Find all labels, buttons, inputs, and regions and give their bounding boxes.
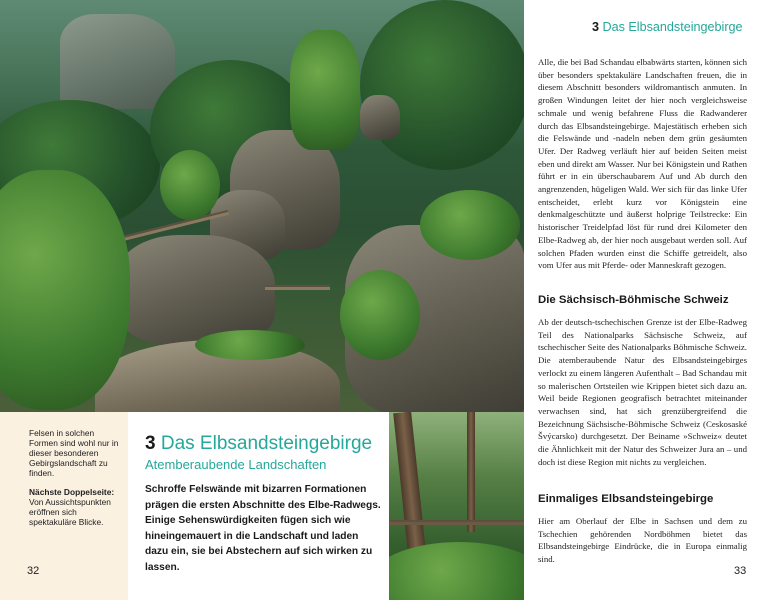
chapter-subtitle: Atemberaubende Landschaften — [145, 457, 327, 472]
foreground-tree — [0, 170, 130, 410]
pine-tree — [160, 150, 220, 220]
chapter-number: 3 — [145, 433, 156, 454]
shrub — [340, 270, 420, 360]
forest-canopy — [360, 0, 524, 170]
page-number-right: 33 — [734, 565, 747, 577]
tree-trunk — [467, 412, 475, 532]
rock-formation — [360, 95, 400, 140]
rock-formation — [115, 235, 275, 345]
chapter-title — [145, 433, 372, 455]
footbridge — [265, 285, 330, 290]
section-heading: Einmaliges Elbsandsteingebirge — [538, 493, 714, 505]
body-paragraph-1: Alle, die bei Bad Schandau elbabwärts starten, können sich über besonders spektakuläre Landschaften freuen, die in diesem Abschnitt besonders wildromantisch anmuten. In großen Windungen leitet der hier noch vergleichsweise schmale und wenig befahrene Fluss die Radwanderer durch das Elbsandsteingebirge. Majestätisch erheben sich die Felswände und -nadeln neben dem grün gesäumten Ufer. Der Radweg verläuft hier auf beiden Seiten meist eben und direkt am Wasser. Nur bei Königstein und Rathen führt er in ein überschaubarem Auf und Ab durch den angrenzenden, hügeligen Wald. Wer sich für das linke Ufer entscheidet, erlebt kurz vor Königstein eine denkmalgeschützte und äußerst holprige Teilstrecke: Ein historischer Treidelpfad löst für rund drei Kilometer den Elbe-Radweg ab, der hier noch ausgebaut werden soll. Auf solchen Pfaden wurden einst die Schiffe getreidelt, also vom Ufer aus mit Pferde- oder Manneskraft gezogen. — [538, 57, 747, 271]
shrub — [195, 330, 305, 360]
header-chapter-title: Das Elbsandsteingebirge — [602, 20, 743, 34]
shrub — [420, 190, 520, 260]
header-chapter-number: 3 — [592, 20, 600, 34]
main-landscape-photo — [0, 0, 524, 412]
body-paragraph-2: Ab der deutsch-tschechischen Grenze ist der Elbe-Radweg Teil des Nationalparks Sächsische Schweiz, auf tschechischer Seite des Nationalparks Böhmische Schweiz. Die atemberaubende Natur des Elbsandsteingebirges verlockt zu einem längeren Aufenthalt – Bad Schandau mit so malerischen Ortsteilen wie Krippen bietet sich dazu an. Weil beide Regionen geografisch betrachtet miteinander verwachsen sind, hat sich grenzübergreifend die Bezeichnung Sächsische-Böhmische Schweiz (Ceskosaské Švýcarsko) durchgesetzt. Der Beiname »Schweiz« deutet die Ähnlichkeit mit der Natur des Schweizer Jura an – und doch ist diese Region mit nichts zu vergleichen. — [538, 317, 747, 467]
chapter-title-text: Das Elbsandsteingebirge — [160, 433, 373, 454]
next-spread-label: Nächste Doppelseite: — [29, 487, 115, 497]
forest-undergrowth — [389, 542, 524, 600]
distant-rock-tower — [60, 14, 175, 109]
tree-trunk — [393, 412, 427, 563]
wooden-railing — [389, 520, 524, 525]
photo-caption: Felsen in solchen Formen sind wohl nur in dieser besonderen Gebirgslandschaft zu finden. — [29, 428, 119, 478]
next-spread-note — [29, 487, 123, 527]
chapter-intro-text: Schroffe Felswände mit bizarren Formationen prägen die ersten Abschnitte des Elbe-Radwegs. Einige Sehenswürdigkeiten fügen sich wie hineingemauert in die Landschaft und laden dazu ein, sie bei Abstechern auf sich wirken zu lassen. — [145, 484, 381, 573]
forest-path-photo — [389, 412, 524, 600]
section-heading: Die Sächsisch-Böhmische Schweiz — [538, 294, 729, 306]
running-header — [592, 20, 743, 34]
page-number-left: 32 — [27, 565, 40, 577]
photo-caption-block — [29, 428, 123, 536]
pine-tree — [290, 30, 360, 150]
body-paragraph-3: Hier am Oberlauf der Elbe in Sachsen und dem zu Tschechien gehörenden Nordböhmen bietet das Elbsandsteingebirge Eindrücke, die in Europa einmalig sind. — [538, 516, 747, 565]
next-spread-text: Von Aussichtspunkten eröffnen sich spektakuläre Blicke. — [29, 497, 111, 527]
